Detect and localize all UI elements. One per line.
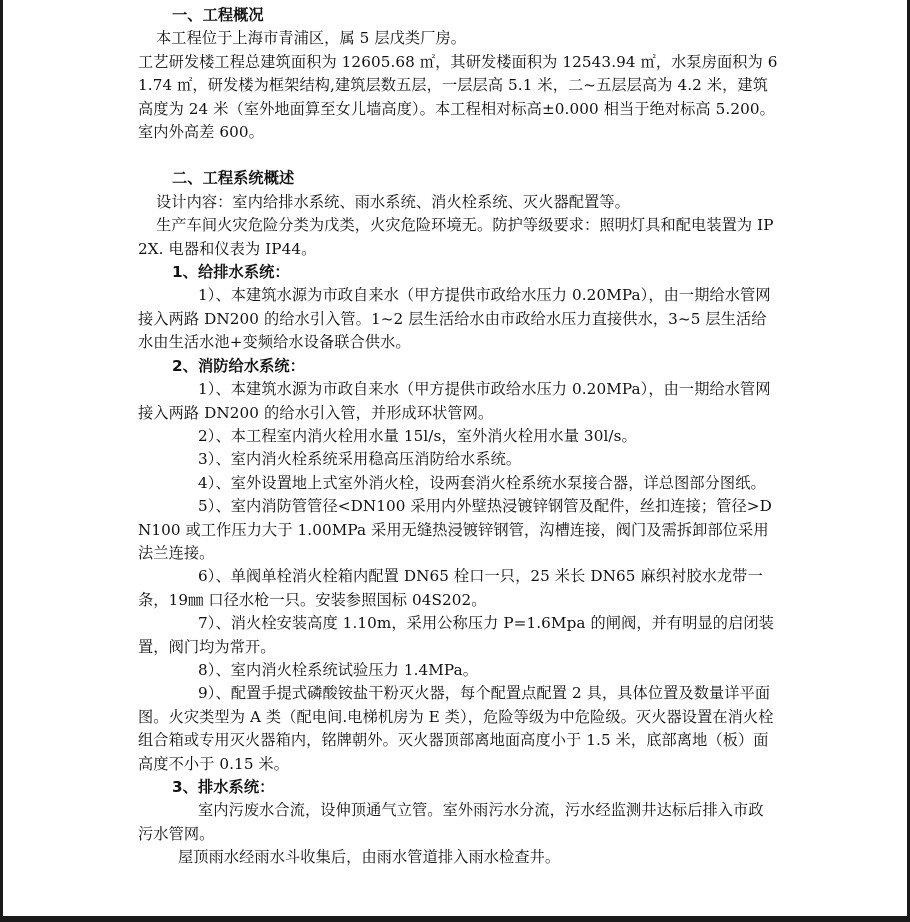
section-spacer [138, 144, 778, 167]
page-border-bottom [0, 916, 910, 922]
subsection-heading-drainage: 3、排水系统： [172, 778, 275, 796]
list-item-fire-9: 9）、配置手提式磷酸铵盐干粉灭火器，每个配置点配置 2 具，具体位置及数量详平面图。火灾类型为 A 类（配电间.电梯机房为 E 类），危险等级为中危险级。灭火器设置在消火栓组合箱或专用灭火器箱内，铭牌朝外。灭火器顶部离地面高度小于 1.5 米，底部离地（板）面高度不小于 0.15 米。 [138, 684, 774, 773]
list-item-fire-6: 6）、单阀单栓消火栓箱内配置 DN65 栓口一只，25 米长 DN65 麻织衬胶水龙带一条，19㎜ 口径水枪一只。安装参照国标 04S202。 [138, 567, 763, 609]
list-item-fire-1: 1）、本建筑水源为市政自来水（甲方提供市政给水压力 0.20MPa），由一期给水管网接入两路 DN200 的给水引入管，并形成环状管网。 [138, 380, 771, 422]
list-item-fire-8: 8）、室内消火栓系统试验压力 1.4MPa。 [198, 660, 479, 679]
paragraph-location: 本工程位于上海市青浦区，属 5 层戊类厂房。 [156, 29, 467, 48]
paragraph-building-area: 工艺研发楼工程总建筑面积为 12605.68 ㎡，其研发楼面积为 12543.94 ㎡，水泵房面积为 61.74 ㎡，研发楼为框架结构,建筑层数五层，一层层高 5.1 米，二~五层层高为 4.2 米，建筑高度为 24 米（室外地面算至女儿墙高度）。本工程相对标高±0.000 相当于绝对标高 5.200。室内外高差 600。 [138, 52, 778, 142]
page-border-left [0, 0, 3, 922]
list-item-water-source: 1）、本建筑水源为市政自来水（甲方提供市政给水压力 0.20MPa），由一期给水管网接入两路 DN200 的给水引入管。1~2 层生活给水由市政给水压力直接供水，3~5 层生活给水由生活水池+变频给水设备联合供水。 [138, 286, 771, 352]
subsection-heading-fire-water: 2、消防给水系统： [172, 356, 305, 375]
list-item-fire-3: 3）、室内消火栓系统采用稳高压消防给水系统。 [198, 450, 522, 469]
list-item-fire-7: 7）、消火栓安装高度 1.10m，采用公称压力 P=1.6Mpa 的闸阀，并有明显的启闭装置，阀门均为常开。 [138, 614, 774, 656]
list-item-fire-4: 4）、室外设置地上式室外消火栓，设两套消火栓系统水泵接合器，详总图部分图纸。 [198, 473, 766, 492]
subsection-heading-water-supply: 1、给排水系统： [172, 263, 290, 282]
list-item-drainage-1: 室内污废水合流，设伸顶通气立管。室外雨污水分流，污水经监测井达标后排入市政污水管网。 [138, 801, 764, 843]
section-heading-project-overview: 一、工程概况 [172, 6, 264, 24]
list-item-fire-2: 2）、本工程室内消火栓用水量 15l/s，室外消火栓用水量 30l/s。 [198, 426, 637, 445]
document-body [138, 4, 778, 870]
paragraph-fire-risk: 生产车间火灾危险分类为戊类，火灾危险环境无。防护等级要求：照明灯具和配电装置为 IP2X. 电器和仪表为 IP44。 [138, 216, 774, 258]
list-item-fire-5: 5）、室内消防管管径<DN100 采用内外壁热浸镀锌钢管及配件，丝扣连接；管径>DN100 或工作压力大于 1.00MPa 采用无缝热浸镀锌钢管，沟槽连接，阀门及需拆卸部位采用法兰连接。 [138, 497, 772, 562]
section-heading-system-overview: 二、工程系统概述 [172, 169, 295, 188]
paragraph-design-content: 设计内容：室内给排水系统、雨水系统、消火栓系统、灭火器配置等。 [156, 192, 630, 211]
list-item-drainage-2: 屋顶雨水经雨水斗收集后，由雨水管道排入雨水检查井。 [178, 848, 561, 867]
